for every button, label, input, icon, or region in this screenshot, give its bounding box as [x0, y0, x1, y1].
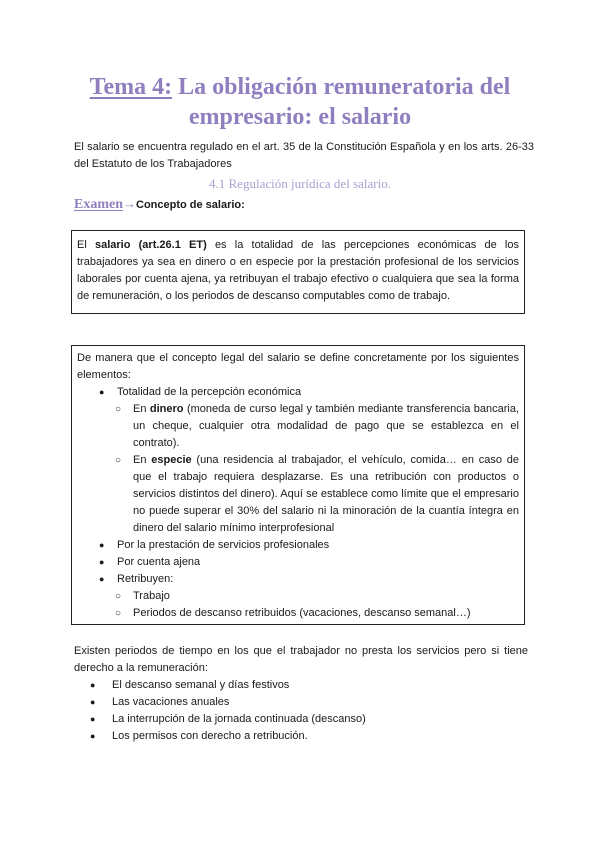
definition-term: salario (art.26.1 ET): [94, 239, 207, 251]
closing-intro: Existen periodos de tiempo en los que el trabajador no presta los servicios pero si tiene derecho a la remuneración:: [74, 645, 528, 674]
list-item: [77, 588, 519, 605]
definition-lead: El: [77, 239, 95, 251]
list-item-label: Por la prestación de servicios profesionales: [117, 539, 330, 551]
list-item-label: Trabajo: [133, 590, 170, 602]
list-item-label: Periodos de descanso retribuidos (vacaciones, descanso semanal…): [133, 607, 471, 619]
list-item-label: Totalidad de la percepción económica: [117, 386, 302, 398]
list-item-label: Por cuenta ajena: [117, 556, 201, 568]
title-text: La obligación remuneratoria del empresario: el salario: [178, 74, 511, 130]
definition-box: [71, 230, 525, 314]
list-item: [77, 384, 519, 537]
definition-text: es la totalidad de las percepciones económicas de los trabajadores ya sea en dinero o en especie por la prestación profesional de los servicios laborales por cuenta ajena, ya retribuyan el trabajo efectivo o cualquiera que sea la forma de remuneración, o los periodos de descanso computables como de trabajo.: [77, 239, 519, 302]
list-item-label: Retribuyen:: [117, 573, 174, 585]
page-title: [40, 72, 560, 132]
list-item: [77, 571, 519, 622]
concept-label: Concepto de salario:: [136, 199, 245, 211]
money-term: dinero: [149, 403, 184, 415]
list-item: [77, 605, 519, 622]
elements-list: [77, 384, 519, 622]
exam-label: Examen: [74, 197, 123, 212]
kind-term: especie: [151, 454, 192, 466]
list-item: [77, 401, 519, 452]
list-item: ● La interrupción de la jornada continuada (descanso): [74, 711, 528, 728]
section-heading: 4.1 Regulación jurídica del salario.: [209, 176, 391, 191]
money-text: (moneda de curso legal y también mediante transferencia bancaria, un cheque, cualquier otra modalidad de pago que se establezca en el contrato).: [133, 403, 519, 449]
sub-list: [77, 588, 519, 622]
list-item: ● Las vacaciones anuales: [74, 694, 528, 711]
exam-line: [74, 196, 245, 213]
list-item: ● Los permisos con derecho a retribución.: [74, 728, 528, 745]
elements-box: [71, 345, 525, 625]
elements-intro: De manera que el concepto legal del salario se define concretamente por los siguientes elementos:: [77, 352, 519, 381]
kind-text: (una residencia al trabajador, el vehículo, comida… en caso de que el trabajo requiera desplazarse. Es una retribución con productos o servicios distintos del dinero). Aquí se establece como límite que el empresario no puede superar el 30% del salario ni la minoración de la cuantía íntegra en dinero del salario mínimo interprofesional: [133, 454, 519, 534]
money-lead: En: [133, 403, 150, 415]
list-item: [77, 452, 519, 537]
topic-label: Tema 4:: [89, 74, 173, 100]
sub-list: [77, 401, 519, 537]
list-item: [77, 537, 519, 554]
list-item: ● El descanso semanal y días festivos: [74, 677, 528, 694]
closing-list: [74, 677, 528, 745]
intro-paragraph: El salario se encuentra regulado en el art. 35 de la Constitución Española y en los arts. 26-33 del Estatuto de los Trabajadores: [74, 141, 534, 170]
closing-section: [74, 643, 528, 745]
list-item: [77, 554, 519, 571]
arrow-icon: →: [123, 196, 136, 211]
kind-lead: En: [133, 454, 152, 466]
